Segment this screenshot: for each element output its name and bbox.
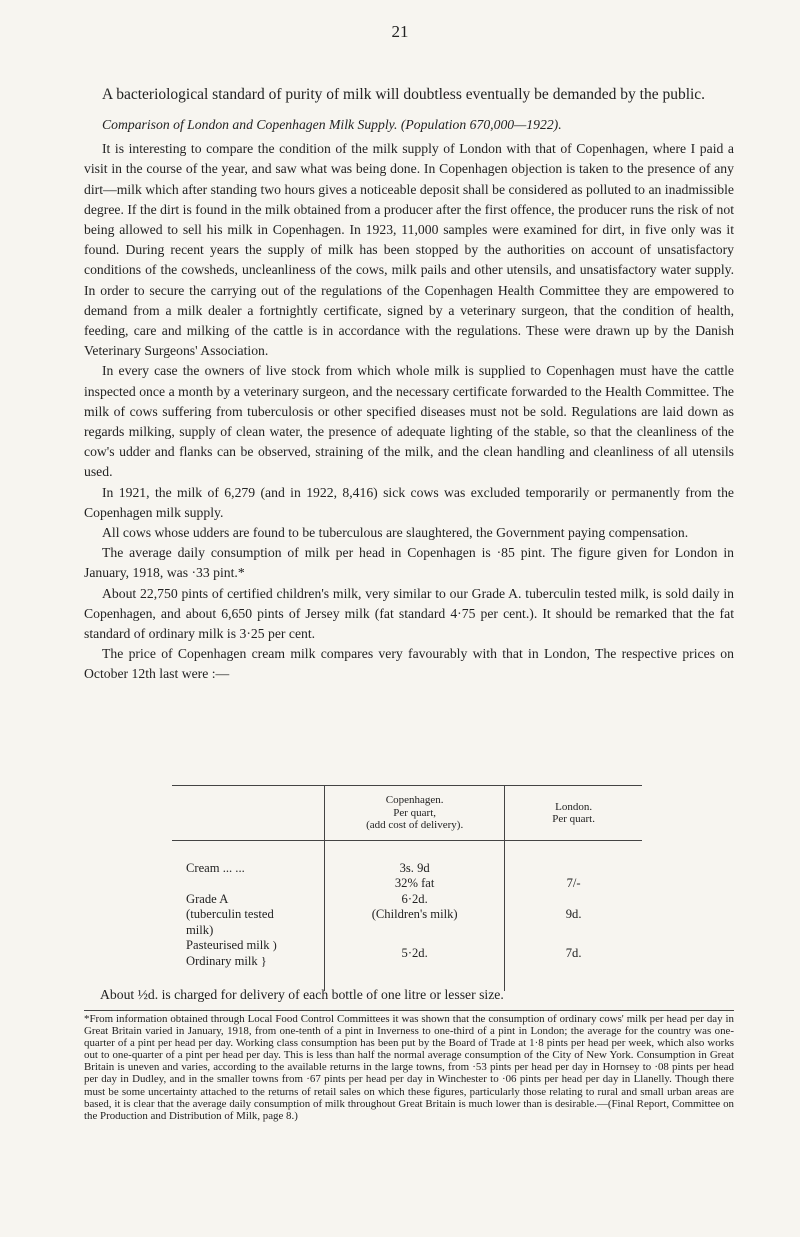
paragraph: In 1921, the milk of 6,279 (and in 1922, 8,416) sick cows was excluded temporarily or permanently from the Copenhagen milk supply. xyxy=(84,484,734,520)
page-number: 21 xyxy=(391,22,409,41)
footnote-rule xyxy=(84,1010,734,1011)
paragraph: It is interesting to compare the condition of the milk supply of London with that of Copenhagen, where I paid a visit in the course of the year, and saw what was being done. In Copenhagen objection is taken to the presence of any dirt—milk which after standing two hours gives a noticeable deposit shall be considered as polluted to an inadmissible degree. If the dirt is found in the milk obtained from a producer after the first offence, the producer runs the risk of not being allowed to sell his milk in Copenhagen. In 1923, 11,000 samples were examined for dirt, in five only was it found. During recent years the supply of milk has been stopped by the authorities on account of unsatisfactory conditions of the cowsheds, uncleanliness of the cows, milk pails and other utensils, and unsatisfactory water supply. In order to secure the carrying out of the regulations of the Copenhagen Health Committee they are empowered to demand from a milk dealer a fortnightly certificate, signed by a veterinary surgeon, that the condition of health, feeding, care and milking of the cattle is in accordance with the regulations. These were drawn up by the Danish Veterinary Surgeons' Association. xyxy=(84,141,734,359)
cell-london: 9d. xyxy=(505,892,642,939)
header-london xyxy=(505,786,642,841)
section-heading: Comparison of London and Copenhagen Milk Supply. (Population 670,000—1922). xyxy=(102,117,562,132)
paragraph: About 22,750 pints of certified children's milk, very similar to our Grade A. tuberculin tested milk, is sold daily in Copenhagen, and about 6,650 pints of Jersey milk (fat standard 4·75 per cent.). It should be remarked that the fat standard of ordinary milk is 3·25 per cent. xyxy=(84,585,734,642)
paragraph: The average daily consumption of milk per head in Copenhagen is ·85 pint. The figure given for London in January, 1918, was ·33 pint.* xyxy=(84,545,734,581)
main-text xyxy=(84,84,734,685)
header-blank xyxy=(172,786,325,841)
lead-paragraph: A bacteriological standard of purity of milk will doubtless eventually be demanded by the public. xyxy=(102,86,706,103)
header-line: Per quart. xyxy=(552,813,595,825)
paragraph: All cows whose udders are found to be tuberculous are slaughtered, the Government paying compensation. xyxy=(102,525,689,541)
cell-copenhagen: 6·2d. (Children's milk) xyxy=(325,892,505,939)
paragraph: The price of Copenhagen cream milk compares very favourably with that in London, The respective prices on October 12th last were :— xyxy=(84,646,734,682)
table-row xyxy=(172,892,642,939)
footnote: *From information obtained through Local Food Control Committees it was shown that the consumption of ordinary cows' milk per head per day in Great Britain varied in January, 1918, from one-tenth of a pint in Inverness to one-third of a pint in London; the average for the country was one-quarter of a pint per head per day. Working class consumption has been put by the Board of Trade at 1·8 pints per head per week, which also works out to one-quarter of a pint per head per day. This is less than half the normal average consumption of the City of New York. Consumption in Great Britain is uneven and varies, according to the available returns in the large towns, from ·53 pints per head per day in Hornsey to ·08 pints per head per day in Dudley, and in the smaller towns from ·67 pints per head per day in Winchester to ·06 pints per head per day in Llanelly. Though there must be some uncertainty attached to the returns of retail sales on which these figures, particularly those relating to rural and small urban areas are based, it is clear that the average daily consumption of milk throughout Great Britain is much lower than is desirable.—(Final Report, Committee on the Production and Distribution of Milk, page 8.) xyxy=(84,1013,734,1122)
table-row xyxy=(172,861,642,892)
row-label: Grade A (tuberculin tested milk) xyxy=(186,891,274,937)
header-line: (add cost of delivery). xyxy=(366,819,464,832)
cell-london: 7/- xyxy=(505,861,642,892)
paragraph: In every case the owners of live stock from which whole milk is supplied to Copenhagen must have the cattle inspected once a month by a veterinary surgeon, and the necessary certificate forwarded to the Health Committee. The milk of cows suffering from tuberculosis or other specified diseases must not be sold. Regulations are laid down as regards milking, supply of clean water, the presence of adequate lighting of the stable, so that the cleanliness of the cow's udder and flanks can be observed, straining of the milk, and the clean handling and cleanliness of all utensils used. xyxy=(84,363,734,480)
delivery-note: About ½d. is charged for delivery of each bottle of one litre or lesser size. xyxy=(100,987,504,1002)
header-line: Copenhagen. xyxy=(385,794,444,807)
cell-copenhagen: 5·2d. xyxy=(325,938,505,969)
table-header-row xyxy=(172,786,642,841)
cell-london: 7d. xyxy=(505,938,642,969)
header-line: London. xyxy=(555,800,593,813)
row-label: Pasteurised milk ) Ordinary milk } xyxy=(186,938,277,968)
cell-copenhagen: 3s. 9d 32% fat xyxy=(325,861,505,892)
row-label: Cream ... ... xyxy=(186,860,245,875)
price-comparison-table xyxy=(172,785,642,991)
header-line: Per quart, xyxy=(393,806,437,819)
table-row xyxy=(172,938,642,969)
header-copenhagen xyxy=(325,786,505,841)
